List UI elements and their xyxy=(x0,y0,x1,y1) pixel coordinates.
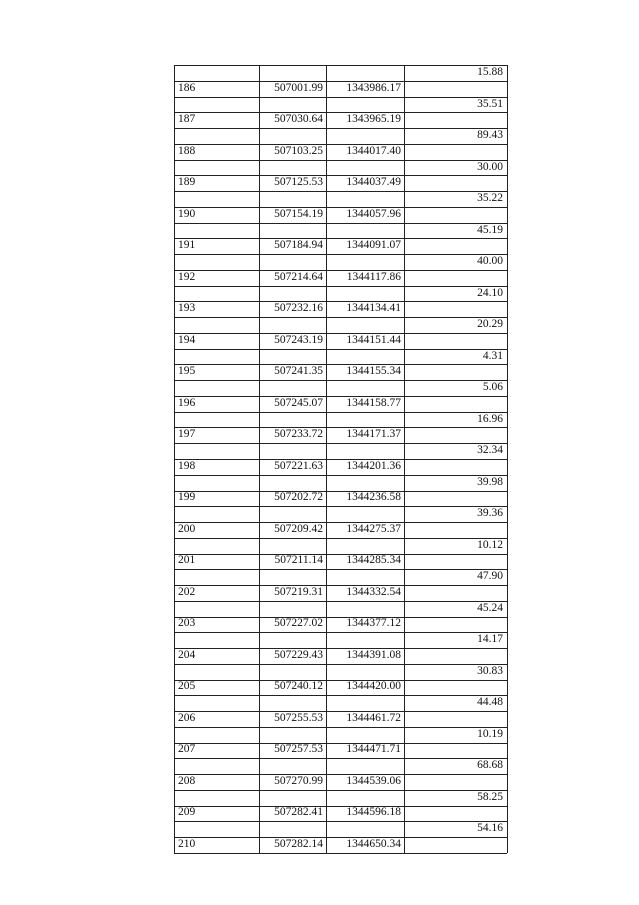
x-coordinate-cell: 507282.41 xyxy=(274,806,323,819)
distance-cell: 40.00 xyxy=(477,255,503,267)
y-coordinate-cell xyxy=(326,223,404,239)
x-coordinate-cell xyxy=(259,475,326,491)
x-coordinate-cell xyxy=(259,380,326,396)
point-cell: 196 xyxy=(178,396,196,409)
point-cell: 191 xyxy=(178,239,196,252)
distance-cell xyxy=(404,679,507,695)
distance-cell xyxy=(404,175,507,191)
distance-cell xyxy=(404,112,507,128)
table-row xyxy=(174,254,507,270)
x-coordinate-cell: 507103.25 xyxy=(274,144,323,157)
point-cell: 199 xyxy=(178,491,196,504)
y-coordinate-cell: 1344037.49 xyxy=(346,176,401,189)
point-cell xyxy=(174,191,259,207)
y-coordinate-cell: 1344017.40 xyxy=(346,144,401,157)
table-body xyxy=(174,65,507,853)
x-coordinate-cell: 507257.53 xyxy=(274,743,323,756)
point-cell xyxy=(174,821,259,837)
y-coordinate-cell xyxy=(326,349,404,365)
point-cell xyxy=(174,223,259,239)
coordinate-table xyxy=(174,65,507,853)
y-coordinate-cell xyxy=(326,821,404,837)
table-row xyxy=(174,758,507,774)
distance-cell: 14.17 xyxy=(477,633,503,645)
x-coordinate-cell: 507209.42 xyxy=(274,522,323,535)
y-coordinate-cell xyxy=(326,191,404,207)
y-coordinate-cell xyxy=(326,412,404,428)
table-row xyxy=(174,81,507,97)
x-coordinate-cell: 507211.14 xyxy=(274,554,323,567)
x-coordinate-cell xyxy=(259,821,326,837)
distance-cell: 32.34 xyxy=(477,444,503,456)
distance-cell: 30.00 xyxy=(477,160,503,173)
x-coordinate-cell xyxy=(259,286,326,302)
table-row xyxy=(174,160,507,176)
x-coordinate-cell: 507241.35 xyxy=(274,365,323,378)
point-cell xyxy=(174,286,259,302)
point-cell xyxy=(174,443,259,459)
table-row xyxy=(174,569,507,585)
table-row xyxy=(174,727,507,743)
distance-cell: 30.83 xyxy=(477,664,503,677)
y-coordinate-cell: 1344420.00 xyxy=(346,680,401,693)
table-row xyxy=(174,522,507,538)
x-coordinate-cell xyxy=(259,569,326,585)
point-cell xyxy=(174,349,259,365)
point-cell: 203 xyxy=(178,617,196,630)
distance-cell: 10.19 xyxy=(477,727,503,740)
x-coordinate-cell xyxy=(259,695,326,711)
table-row xyxy=(174,349,507,365)
y-coordinate-cell: 1344117.86 xyxy=(346,270,401,283)
y-coordinate-cell: 1344171.37 xyxy=(346,428,401,441)
point-cell xyxy=(174,758,259,774)
table-row xyxy=(174,380,507,396)
point-cell xyxy=(174,632,259,648)
point-cell: 205 xyxy=(178,680,196,693)
x-coordinate-cell xyxy=(259,632,326,648)
distance-cell xyxy=(404,774,507,790)
point-cell xyxy=(174,380,259,396)
point-cell xyxy=(174,160,259,176)
y-coordinate-cell: 1344155.34 xyxy=(346,365,401,378)
distance-cell xyxy=(404,742,507,758)
table-row xyxy=(174,112,507,128)
table-row xyxy=(174,837,507,853)
x-coordinate-cell xyxy=(259,223,326,239)
x-coordinate-cell: 507232.16 xyxy=(274,302,323,315)
x-coordinate-cell xyxy=(259,790,326,806)
table-row xyxy=(174,207,507,223)
table-row xyxy=(174,774,507,790)
x-coordinate-cell: 507240.12 xyxy=(274,680,323,693)
x-coordinate-cell: 507154.19 xyxy=(274,207,323,220)
point-cell: 208 xyxy=(178,774,196,787)
table-row-divider xyxy=(174,853,507,854)
distance-cell: 15.88 xyxy=(477,66,503,78)
y-coordinate-cell: 1344134.41 xyxy=(346,302,401,315)
table-row xyxy=(174,553,507,569)
point-cell xyxy=(174,601,259,617)
table-row xyxy=(174,97,507,113)
y-coordinate-cell: 1344377.12 xyxy=(346,617,401,630)
y-coordinate-cell xyxy=(326,65,404,81)
table-row xyxy=(174,427,507,443)
point-cell: 207 xyxy=(178,743,196,756)
table-row xyxy=(174,506,507,522)
y-coordinate-cell: 1344158.77 xyxy=(346,396,401,409)
distance-cell xyxy=(404,301,507,317)
table-row xyxy=(174,711,507,727)
x-coordinate-cell xyxy=(259,128,326,144)
distance-cell xyxy=(404,364,507,380)
distance-cell xyxy=(404,144,507,160)
point-cell xyxy=(174,475,259,491)
distance-cell: 89.43 xyxy=(477,129,503,141)
point-cell: 192 xyxy=(178,270,196,283)
y-coordinate-cell: 1344091.07 xyxy=(346,239,401,252)
y-coordinate-cell xyxy=(326,317,404,333)
table-row xyxy=(174,270,507,286)
y-coordinate-cell: 1344539.06 xyxy=(346,774,401,787)
y-coordinate-cell: 1344471.71 xyxy=(346,743,401,756)
x-coordinate-cell: 507214.64 xyxy=(274,270,323,283)
point-cell: 189 xyxy=(178,176,196,189)
point-cell xyxy=(174,695,259,711)
x-coordinate-cell: 507030.64 xyxy=(274,113,323,126)
point-cell: 209 xyxy=(178,806,196,819)
point-cell: 198 xyxy=(178,459,196,472)
table-row xyxy=(174,742,507,758)
x-coordinate-cell xyxy=(259,317,326,333)
table-row xyxy=(174,301,507,317)
point-cell: 204 xyxy=(178,648,196,661)
x-coordinate-cell xyxy=(259,538,326,554)
distance-cell xyxy=(404,333,507,349)
table-row xyxy=(174,238,507,254)
table-row xyxy=(174,459,507,475)
table-row xyxy=(174,443,507,459)
y-coordinate-cell: 1344275.37 xyxy=(346,522,401,535)
table-row xyxy=(174,632,507,648)
distance-cell: 39.98 xyxy=(477,475,503,488)
x-coordinate-cell xyxy=(259,664,326,680)
distance-cell xyxy=(404,522,507,538)
y-coordinate-cell xyxy=(326,632,404,648)
distance-cell xyxy=(404,427,507,443)
x-coordinate-cell xyxy=(259,97,326,113)
distance-cell xyxy=(404,585,507,601)
y-coordinate-cell xyxy=(326,443,404,459)
y-coordinate-cell xyxy=(326,695,404,711)
distance-cell: 45.24 xyxy=(477,601,503,614)
distance-cell xyxy=(404,238,507,254)
x-coordinate-cell: 507255.53 xyxy=(274,711,323,724)
y-coordinate-cell xyxy=(326,506,404,522)
table-row xyxy=(174,695,507,711)
table-row xyxy=(174,412,507,428)
x-coordinate-cell: 507184.94 xyxy=(274,239,323,252)
distance-cell xyxy=(404,81,507,97)
x-coordinate-cell: 507221.63 xyxy=(274,459,323,472)
point-cell: 186 xyxy=(178,81,196,94)
table-row xyxy=(174,821,507,837)
x-coordinate-cell: 507282.14 xyxy=(274,837,323,850)
distance-cell: 54.16 xyxy=(477,822,503,834)
table-row xyxy=(174,475,507,491)
distance-cell: 4.31 xyxy=(482,349,503,362)
x-coordinate-cell xyxy=(259,412,326,428)
point-cell: 201 xyxy=(178,554,196,567)
point-cell: 200 xyxy=(178,522,196,535)
y-coordinate-cell xyxy=(326,475,404,491)
distance-cell xyxy=(404,490,507,506)
distance-cell xyxy=(404,648,507,664)
x-coordinate-cell xyxy=(259,160,326,176)
point-cell: 188 xyxy=(178,144,196,157)
table-row xyxy=(174,65,507,81)
x-coordinate-cell xyxy=(259,443,326,459)
y-coordinate-cell xyxy=(326,601,404,617)
table-row xyxy=(174,396,507,412)
x-coordinate-cell xyxy=(259,65,326,81)
y-coordinate-cell: 1344461.72 xyxy=(346,711,401,724)
x-coordinate-cell: 507243.19 xyxy=(274,333,323,346)
distance-cell: 35.22 xyxy=(477,192,503,204)
distance-cell: 45.19 xyxy=(477,223,503,236)
distance-cell xyxy=(404,616,507,632)
y-coordinate-cell: 1344285.34 xyxy=(346,554,401,567)
point-cell xyxy=(174,506,259,522)
table-row xyxy=(174,223,507,239)
point-cell: 195 xyxy=(178,365,196,378)
point-cell: 210 xyxy=(178,837,196,850)
table-row xyxy=(174,144,507,160)
y-coordinate-cell: 1344596.18 xyxy=(346,806,401,819)
x-coordinate-cell: 507229.43 xyxy=(274,648,323,661)
y-coordinate-cell: 1343986.17 xyxy=(346,81,401,94)
distance-cell xyxy=(404,805,507,821)
table-row xyxy=(174,333,507,349)
table-row xyxy=(174,317,507,333)
table-column-divider xyxy=(507,65,508,853)
y-coordinate-cell: 1344391.08 xyxy=(346,648,401,661)
y-coordinate-cell xyxy=(326,160,404,176)
table-row xyxy=(174,191,507,207)
table-row xyxy=(174,601,507,617)
point-cell xyxy=(174,254,259,270)
table-row xyxy=(174,664,507,680)
x-coordinate-cell: 507219.31 xyxy=(274,585,323,598)
y-coordinate-cell xyxy=(326,727,404,743)
point-cell xyxy=(174,727,259,743)
distance-cell: 16.96 xyxy=(477,412,503,425)
distance-cell: 35.51 xyxy=(477,97,503,110)
point-cell xyxy=(174,664,259,680)
y-coordinate-cell xyxy=(326,286,404,302)
y-coordinate-cell: 1344236.58 xyxy=(346,491,401,504)
distance-cell: 58.25 xyxy=(477,790,503,803)
y-coordinate-cell xyxy=(326,790,404,806)
table-row xyxy=(174,364,507,380)
x-coordinate-cell: 507245.07 xyxy=(274,396,323,409)
y-coordinate-cell: 1344151.44 xyxy=(346,333,401,346)
point-cell xyxy=(174,412,259,428)
point-cell: 194 xyxy=(178,333,196,346)
point-cell: 193 xyxy=(178,302,196,315)
table-row xyxy=(174,490,507,506)
table-row xyxy=(174,585,507,601)
y-coordinate-cell: 1344201.36 xyxy=(346,459,401,472)
distance-cell xyxy=(404,711,507,727)
x-coordinate-cell xyxy=(259,254,326,270)
table-row xyxy=(174,790,507,806)
x-coordinate-cell: 507233.72 xyxy=(274,428,323,441)
distance-cell: 39.36 xyxy=(477,507,503,519)
x-coordinate-cell xyxy=(259,349,326,365)
distance-cell: 20.29 xyxy=(477,318,503,330)
point-cell: 206 xyxy=(178,711,196,724)
point-cell xyxy=(174,790,259,806)
table-row xyxy=(174,805,507,821)
x-coordinate-cell: 507202.72 xyxy=(274,491,323,504)
point-cell xyxy=(174,97,259,113)
y-coordinate-cell xyxy=(326,97,404,113)
distance-cell: 68.68 xyxy=(477,759,503,771)
point-cell xyxy=(174,317,259,333)
distance-cell xyxy=(404,459,507,475)
table-row xyxy=(174,538,507,554)
y-coordinate-cell: 1343965.19 xyxy=(346,113,401,126)
point-cell: 190 xyxy=(178,207,196,220)
y-coordinate-cell xyxy=(326,758,404,774)
y-coordinate-cell xyxy=(326,538,404,554)
point-cell: 202 xyxy=(178,585,196,598)
x-coordinate-cell xyxy=(259,727,326,743)
distance-cell: 24.10 xyxy=(477,286,503,299)
x-coordinate-cell xyxy=(259,191,326,207)
distance-cell xyxy=(404,837,507,853)
distance-cell xyxy=(404,270,507,286)
y-coordinate-cell xyxy=(326,254,404,270)
table-row xyxy=(174,286,507,302)
x-coordinate-cell: 507227.02 xyxy=(274,617,323,630)
y-coordinate-cell: 1344650.34 xyxy=(346,837,401,850)
x-coordinate-cell: 507125.53 xyxy=(274,176,323,189)
distance-cell: 44.48 xyxy=(477,696,503,708)
y-coordinate-cell xyxy=(326,128,404,144)
table-row xyxy=(174,648,507,664)
point-cell xyxy=(174,538,259,554)
table-row xyxy=(174,128,507,144)
distance-cell xyxy=(404,207,507,223)
x-coordinate-cell: 507270.99 xyxy=(274,774,323,787)
x-coordinate-cell xyxy=(259,601,326,617)
table-row xyxy=(174,616,507,632)
distance-cell: 10.12 xyxy=(477,538,503,551)
table-row xyxy=(174,175,507,191)
distance-cell: 47.90 xyxy=(477,570,503,582)
y-coordinate-cell: 1344332.54 xyxy=(346,585,401,598)
point-cell: 187 xyxy=(178,113,196,126)
x-coordinate-cell xyxy=(259,758,326,774)
distance-cell: 5.06 xyxy=(482,381,503,393)
point-cell: 197 xyxy=(178,428,196,441)
y-coordinate-cell xyxy=(326,664,404,680)
distance-cell xyxy=(404,553,507,569)
y-coordinate-cell xyxy=(326,569,404,585)
x-coordinate-cell: 507001.99 xyxy=(274,81,323,94)
point-cell xyxy=(174,65,259,81)
point-cell xyxy=(174,128,259,144)
table-row xyxy=(174,679,507,695)
point-cell xyxy=(174,569,259,585)
x-coordinate-cell xyxy=(259,506,326,522)
y-coordinate-cell: 1344057.96 xyxy=(346,207,401,220)
y-coordinate-cell xyxy=(326,380,404,396)
distance-cell xyxy=(404,396,507,412)
